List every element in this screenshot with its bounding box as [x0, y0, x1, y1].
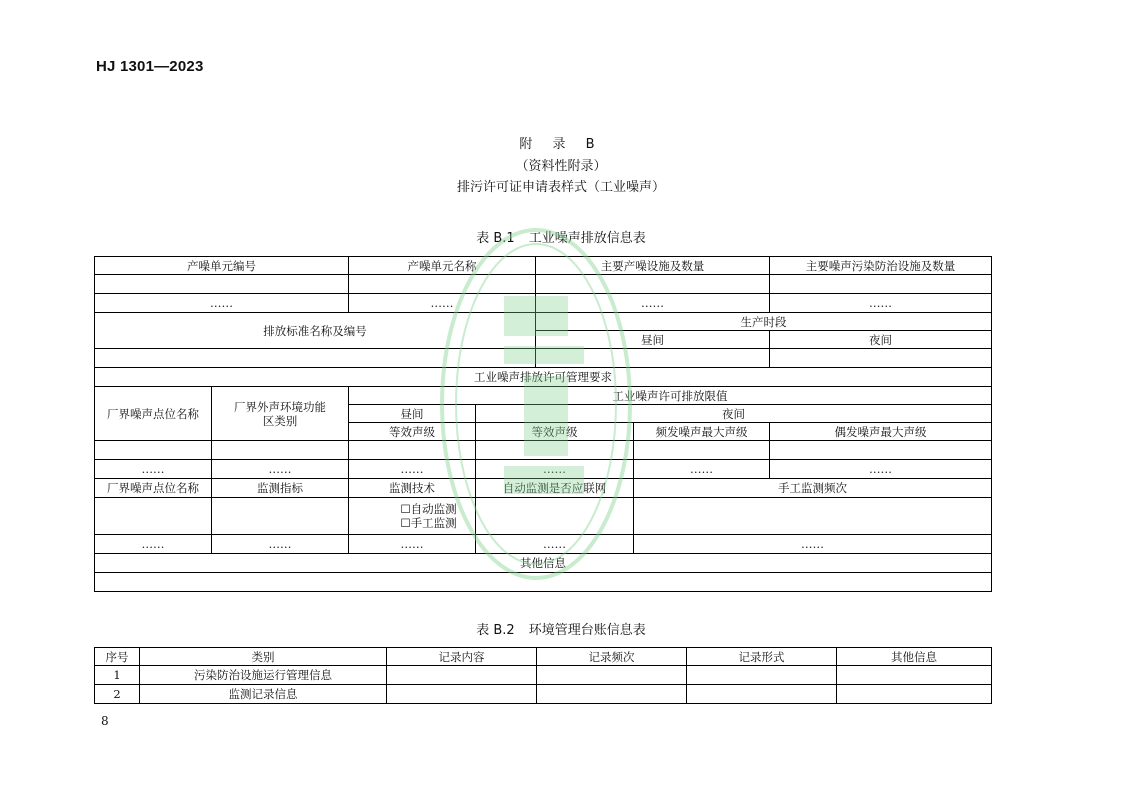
ellipsis-cell: …… — [349, 294, 536, 313]
unit-name-header: 产噪单元名称 — [349, 257, 536, 275]
appendix-heading: 排污许可证申请表样式（工业噪声） — [456, 180, 665, 195]
table2-title: 环境管理台账信息表 — [528, 623, 646, 638]
appendix-title: 附 录 B — [519, 137, 603, 152]
table2-label: 表 B.2 — [476, 623, 515, 638]
zone-class-header: 厂界外声环境功能区类别 — [212, 387, 349, 441]
table-row — [95, 535, 992, 554]
table-row — [95, 573, 992, 592]
appendix-subtitle: （资料性附录） — [515, 159, 607, 174]
occasional-max-level-header: 偶发噪声最大声级 — [770, 423, 992, 441]
ellipsis-cell: …… — [212, 460, 349, 479]
standard-header: 排放标准名称及编号 — [95, 313, 536, 349]
table-row — [95, 294, 992, 313]
table2-caption — [0, 619, 1122, 638]
table-row — [95, 257, 992, 275]
ellipsis-cell: …… — [212, 535, 349, 554]
indicator-header: 监测指标 — [212, 479, 349, 498]
page-number: 8 — [101, 714, 109, 728]
management-header: 工业噪声排放许可管理要求 — [95, 368, 992, 387]
limit-header: 工业噪声许可排放限值 — [349, 387, 992, 405]
table1-title: 工业噪声排放信息表 — [528, 231, 646, 246]
limit-night-header: 夜间 — [476, 405, 992, 423]
technique-header: 监测技术 — [349, 479, 476, 498]
production-day-header: 昼间 — [536, 331, 770, 349]
point-name-header: 厂界噪声点位名称 — [95, 387, 212, 441]
table1-caption — [0, 227, 1122, 246]
table-row — [95, 387, 992, 405]
table-row — [95, 554, 992, 573]
table-row — [95, 648, 992, 666]
day-equiv-level-header: 等效声级 — [349, 423, 476, 441]
table-row — [95, 441, 992, 460]
ellipsis-cell: …… — [95, 294, 349, 313]
table-row — [95, 368, 992, 387]
standard-code: HJ 1301—2023 — [96, 58, 204, 75]
limit-day-header: 昼间 — [349, 405, 476, 423]
production-night-header: 夜间 — [770, 331, 992, 349]
table-row — [95, 275, 992, 294]
column-header: 其他信息 — [837, 648, 992, 666]
technique-options — [349, 498, 476, 535]
frequent-max-level-header: 频发噪声最大声级 — [634, 423, 770, 441]
monitor-point-name-header: 厂界噪声点位名称 — [95, 479, 212, 498]
ellipsis-cell: …… — [476, 460, 634, 479]
ellipsis-cell: …… — [349, 535, 476, 554]
row-category: 监测记录信息 — [140, 685, 387, 704]
column-header: 类别 — [140, 648, 387, 666]
ellipsis-cell: …… — [634, 535, 992, 554]
production-period-header: 生产时段 — [536, 313, 992, 331]
table-row — [95, 685, 992, 704]
column-header: 记录频次 — [537, 648, 687, 666]
row-category: 污染防治设施运行管理信息 — [140, 666, 387, 685]
ellipsis-cell: …… — [770, 294, 992, 313]
auto-monitoring-checkbox[interactable]: ☐自动监测 — [400, 502, 457, 516]
control-header: 主要噪声污染防治设施及数量 — [770, 257, 992, 275]
ellipsis-cell: …… — [634, 460, 770, 479]
ellipsis-cell: …… — [476, 535, 634, 554]
noise-emission-table — [94, 256, 992, 592]
column-header: 序号 — [95, 648, 140, 666]
column-header: 记录内容 — [387, 648, 537, 666]
facilities-header: 主要产噪设施及数量 — [536, 257, 770, 275]
ellipsis-cell: …… — [95, 535, 212, 554]
ellipsis-cell: …… — [95, 460, 212, 479]
ledger-info-table — [94, 647, 992, 704]
manual-frequency-header: 手工监测频次 — [634, 479, 992, 498]
ellipsis-cell: …… — [770, 460, 992, 479]
table-row — [95, 313, 992, 331]
table-row — [95, 666, 992, 685]
other-info-header: 其他信息 — [95, 554, 992, 573]
row-number: 1 — [95, 666, 140, 685]
row-number: 2 — [95, 685, 140, 704]
table1-label: 表 B.1 — [476, 231, 515, 246]
ellipsis-cell: …… — [536, 294, 770, 313]
table-row — [95, 349, 992, 368]
table-row — [95, 460, 992, 479]
night-equiv-level-header: 等效声级 — [476, 423, 634, 441]
column-header: 记录形式 — [687, 648, 837, 666]
auto-network-header: 自动监测是否应联网 — [476, 479, 634, 498]
unit-id-header: 产噪单元编号 — [95, 257, 349, 275]
table-row — [95, 479, 992, 498]
table-row — [95, 498, 992, 535]
ellipsis-cell: …… — [349, 460, 476, 479]
manual-monitoring-checkbox[interactable]: ☐手工监测 — [400, 516, 457, 530]
